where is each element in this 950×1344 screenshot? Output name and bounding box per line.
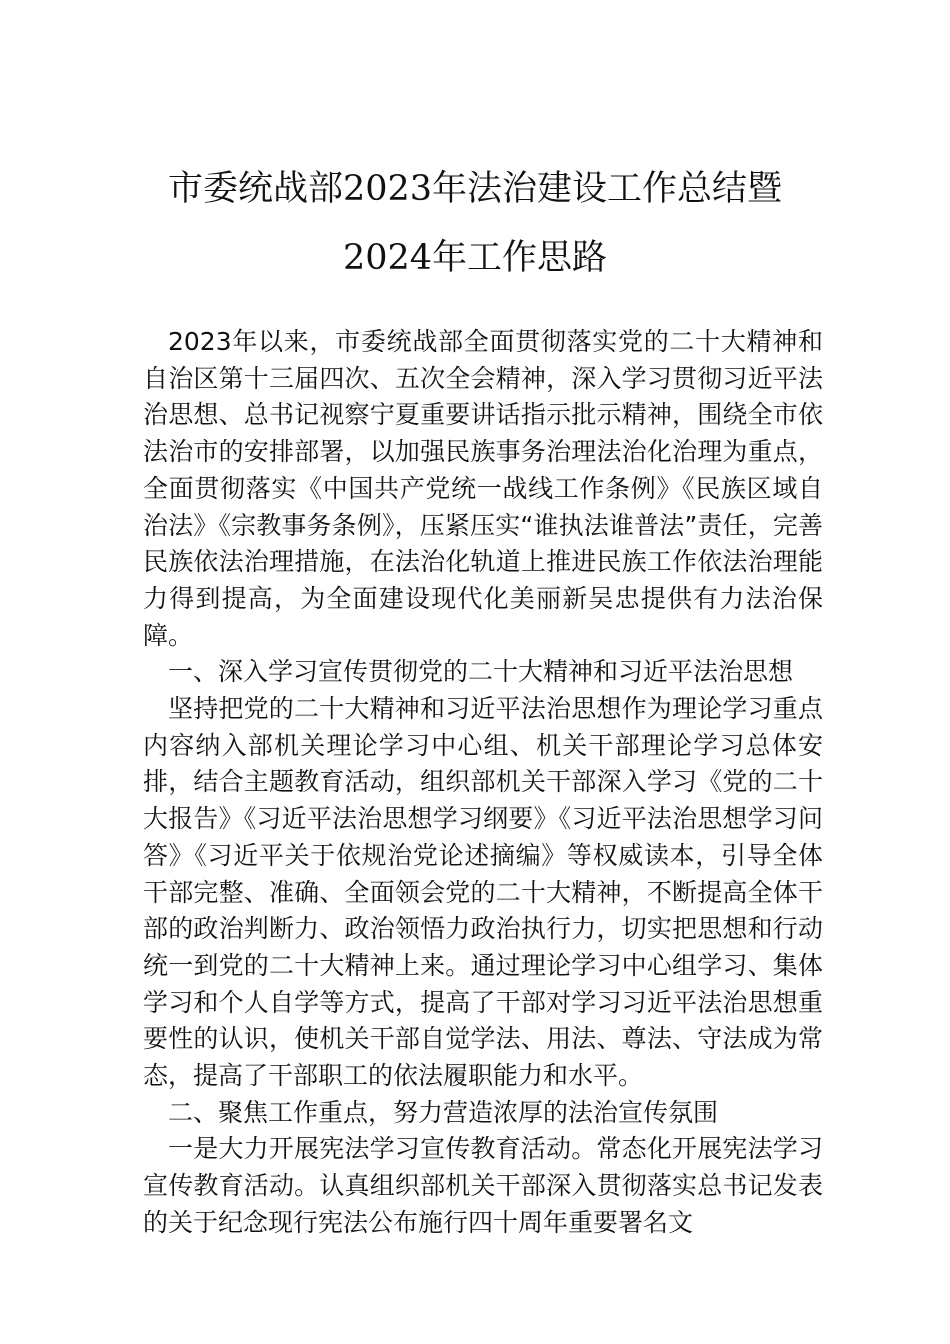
section-1-paragraph: 坚持把党的二十大精神和习近平法治思想作为理论学习重点内容纳入部机关理论学习中心组、机关干部理论学习总体安排，结合主题教育活动，组织部机关干部深入学习《党的二十大报告》《习近平法治思想学习纲要》《习近平法治思想学习问答》《习近平关于依规治党论述摘编》等权威读本，引导全体干部完整、准确、全面领会党的二十大精神，不断提高全体干部的政治判断力、政治领悟力政治执行力，切实把思想和行动统一到党的二十大精神上来。通过理论学习中心组学习、集体学习和个人自学等方式，提高了干部对学习习近平法治思想重要性的认识，使机关干部自觉学法、用法、尊法、守法成为常态，提高了干部职工的依法履职能力和水平。 [143,694,823,1091]
section-heading-1: 一、深入学习宣传贯彻党的二十大精神和习近平法治思想 [168,657,794,687]
document-title-line-1: 市委统战部2023年法治建设工作总结暨 [167,169,783,209]
document-body [143,324,823,1242]
intro-paragraph: 2023年以来，市委统战部全面贯彻落实党的二十大精神和自治区第十三届四次、五次全会精神，深入学习贯彻习近平法治思想、总书记视察宁夏重要讲话指示批示精神，围绕全市依法治市的安排部署，以加强民族事务治理法治化治理为重点，全面贯彻落实《中国共产党统一战线工作条例》《民族区域自治法》《宗教事务条例》，压紧压实“谁执法谁普法”责任，完善民族依法治理措施，在法治化轨道上推进民族工作依法治理能力得到提高，为全面建设现代化美丽新吴忠提供有力法治保障。 [143,327,823,650]
section-2-paragraph: 一是大力开展宪法学习宣传教育活动。常态化开展宪法学习宣传教育活动。认真组织部机关干部深入贯彻落实总书记发表的关于纪念现行宪法公布施行四十周年重要署名文 [143,1134,823,1237]
document-title-line-2: 2024年工作思路 [342,238,608,278]
section-heading-2: 二、聚焦工作重点，努力营造浓厚的法治宣传氛围 [168,1097,719,1127]
